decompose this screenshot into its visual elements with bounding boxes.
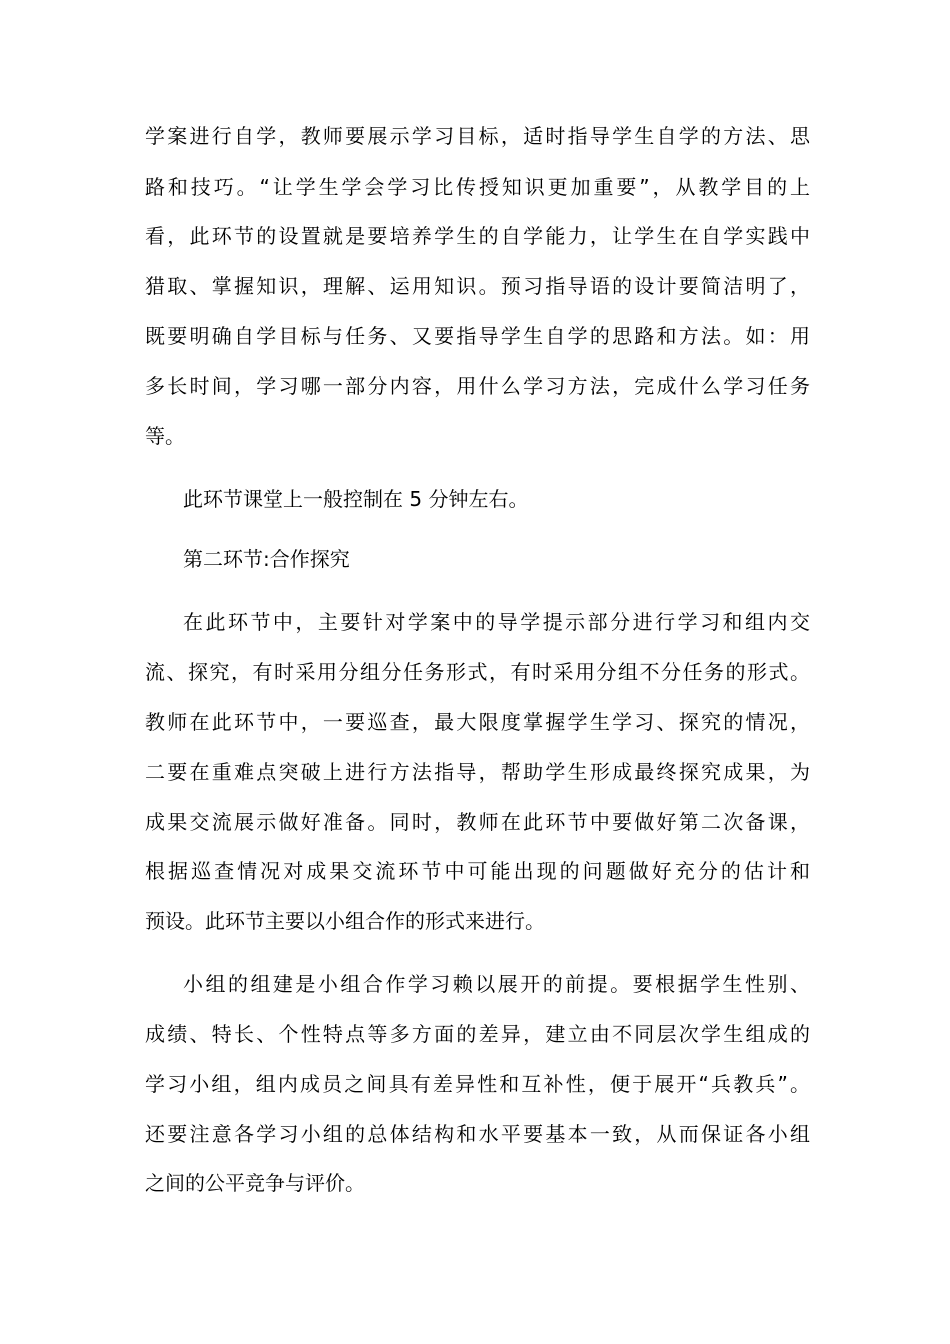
text-line: 教师在此环节中，一要巡查，最大限度掌握学生学习、探究的情况， <box>145 710 810 734</box>
section-heading: 第二环节:合作探究 <box>183 547 350 571</box>
text-line: 还要注意各学习小组的总体结构和水平要基本一致，从而保证各小组 <box>145 1122 810 1146</box>
text-line: 二要在重难点突破上进行方法指导，帮助学生形成最终探究成果，为 <box>145 760 810 784</box>
text-line: 在此环节中，主要针对学案中的导学提示部分进行学习和组内交 <box>183 610 810 634</box>
text-line: 根据巡查情况对成果交流环节中可能出现的问题做好充分的估计和 <box>145 859 810 883</box>
text-line: 此环节课堂上一般控制在 5 分钟左右。 <box>183 487 529 511</box>
text-line: 等。 <box>145 424 185 448</box>
text-line: 猎取、掌握知识，理解、运用知识。预习指导语的设计要简洁明了， <box>145 274 810 298</box>
text-line: 学案进行自学，教师要展示学习目标，适时指导学生自学的方法、思 <box>145 124 810 148</box>
text-line: 路和技巧。“让学生学会学习比传授知识更加重要”，从教学目的上 <box>145 175 810 199</box>
text-line: 成果交流展示做好准备。同时，教师在此环节中要做好第二次备课， <box>145 810 810 834</box>
text-line: 预设。此环节主要以小组合作的形式来进行。 <box>145 909 545 933</box>
text-line: 既要明确自学目标与任务、又要指导学生自学的思路和方法。如：用 <box>145 324 810 348</box>
text-line: 看，此环节的设置就是要培养学生的自学能力，让学生在自学实践中 <box>145 224 810 248</box>
text-line: 小组的组建是小组合作学习赖以展开的前提。要根据学生性别、 <box>183 972 810 996</box>
text-line: 多长时间，学习哪一部分内容，用什么学习方法，完成什么学习任务 <box>145 374 810 398</box>
text-line: 流、探究，有时采用分组分任务形式，有时采用分组不分任务的形式。 <box>145 660 810 684</box>
text-line: 之间的公平竞争与评价。 <box>145 1171 365 1195</box>
text-line: 学习小组，组内成员之间具有差异性和互补性，便于展开“兵教兵”。 <box>145 1072 810 1096</box>
text-line: 成绩、特长、个性特点等多方面的差异，建立由不同层次学生组成的 <box>145 1022 810 1046</box>
